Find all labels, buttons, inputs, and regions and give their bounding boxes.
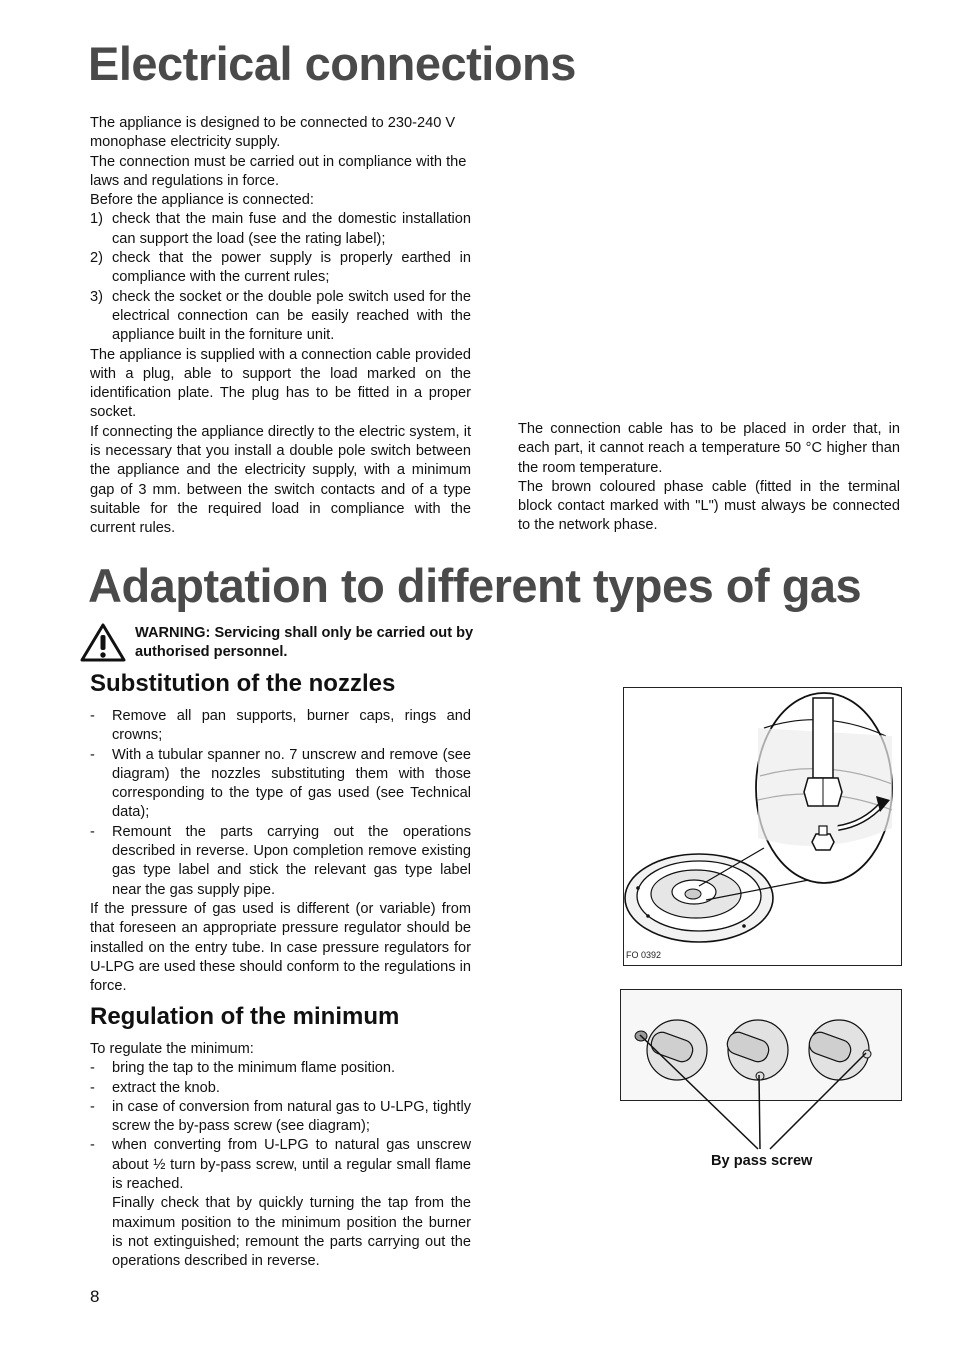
section-title-gas: Adaptation to different types of gas — [88, 559, 862, 612]
warning-text: WARNING: Servicing shall only be carried out by authorised personnel. — [135, 625, 474, 661]
figure-code: FO 0392 — [626, 950, 662, 960]
electrical-paragraph: The connection must be carried out in compliance with the laws and regulations in force. — [90, 153, 467, 189]
list-bullet: - — [90, 708, 95, 724]
minimum-intro: To regulate the minimum: — [90, 1041, 254, 1057]
electrical-paragraph: The appliance is supplied with a connection cable provided with a plug, able to support the load marked on the identification plate. The plug has to be fitted in a proper socket. — [90, 346, 471, 421]
list-item — [90, 746, 471, 823]
list-item — [90, 249, 471, 288]
figure-nozzle-replacement — [623, 687, 902, 966]
electrical-paragraph: If connecting the appliance directly to the electric system, it is necessary that you install a double pole switch between the appliance and the electricity supply, with a minimum gap of 3 mm. between the switch contacts and of a type suitable for the required load in compliance with the current rules. — [90, 423, 471, 537]
list-text: in case of conversion from natural gas to U-LPG, tightly screw the by-pass screw (see diagram); — [112, 1098, 471, 1135]
burner-nozzle-illustration — [624, 688, 901, 965]
list-text: check that the main fuse and the domestic installation can support the load (see the rating label); — [112, 211, 471, 247]
list-number: 1) — [90, 211, 103, 228]
nozzles-paragraph: If the pressure of gas used is different (or variable) from that foreseen an appropriate pressure regulator should be installed on the entry tube. In case pressure regulators for U-LPG are used these should conform to the regulations in force. — [90, 900, 471, 995]
list-bullet: - — [90, 823, 95, 840]
list-item — [90, 823, 471, 900]
nozzles-column — [90, 707, 471, 996]
list-text: when converting from U-LPG to natural gas unscrew about ½ turn by-pass screw, until a regular small flame is reached. — [112, 1137, 471, 1193]
list-bullet: - — [90, 1098, 95, 1115]
list-text: check the socket or the double pole switch used for the electrical connection can be easily reached with the appliance built in the forniture unit. — [112, 288, 471, 344]
list-item — [90, 1098, 471, 1137]
list-number: 2) — [90, 250, 103, 267]
list-text: check that the power supply is properly earthed in compliance with the current rules; — [112, 250, 471, 286]
warning-triangle-icon — [80, 622, 126, 662]
list-text: extract the knob. — [112, 1079, 220, 1096]
list-item — [90, 1194, 471, 1271]
list-text: With a tubular spanner no. 7 unscrew and remove (see diagram) the nozzles substituting them with those corresponding to the type of gas used (see Technical data); — [112, 746, 471, 821]
heading-minimum: Regulation of the minimum — [90, 1003, 400, 1030]
section-title-electrical: Electrical connections — [88, 37, 576, 90]
list-bullet: - — [90, 1079, 95, 1096]
list-indent — [90, 1194, 112, 1271]
list-bullet: - — [90, 1137, 95, 1154]
heading-nozzles: Substitution of the nozzles — [90, 670, 396, 697]
list-item — [90, 1059, 471, 1078]
page-number: 8 — [90, 1287, 100, 1306]
electrical-paragraph: The connection cable has to be placed in order that, in each part, it cannot reach a temperature 50 °C higher than the room temperature. — [518, 421, 900, 476]
electrical-left-column — [90, 114, 471, 539]
list-bullet: - — [90, 746, 95, 763]
electrical-paragraph: The brown coloured phase cable (fitted in the terminal block contact marked with "L") must always be connected to the network phase. — [518, 478, 900, 534]
electrical-paragraph: Before the appliance is connected: — [90, 192, 314, 209]
list-item — [90, 288, 471, 346]
bypass-screw-pointer-lines — [620, 989, 900, 1159]
list-item — [90, 1136, 471, 1194]
bypass-screw-caption: By pass screw — [711, 1153, 813, 1169]
list-item — [90, 210, 471, 249]
electrical-right-column — [518, 420, 900, 536]
list-text: bring the tap to the minimum flame position. — [112, 1060, 396, 1077]
list-text: Remove all pan supports, burner caps, rings and crowns; — [112, 708, 471, 744]
list-item — [90, 707, 471, 746]
list-text: Remount the parts carrying out the operations described in reverse. Upon completion remove existing gas type label and stick the relevant gas type label near the gas supply pipe. — [112, 823, 471, 898]
list-bullet: - — [90, 1060, 95, 1077]
list-text: Finally check that by quickly turning the tap from the maximum position to the minimum position the burner is not extinguished; remount the parts carrying out the operations described in reverse. — [112, 1195, 471, 1270]
minimum-column — [90, 1040, 471, 1272]
list-number: 3) — [90, 288, 103, 305]
list-item — [90, 1079, 471, 1098]
electrical-paragraph: The appliance is designed to be connected to 230-240 V monophase electricity supply. — [90, 115, 456, 151]
